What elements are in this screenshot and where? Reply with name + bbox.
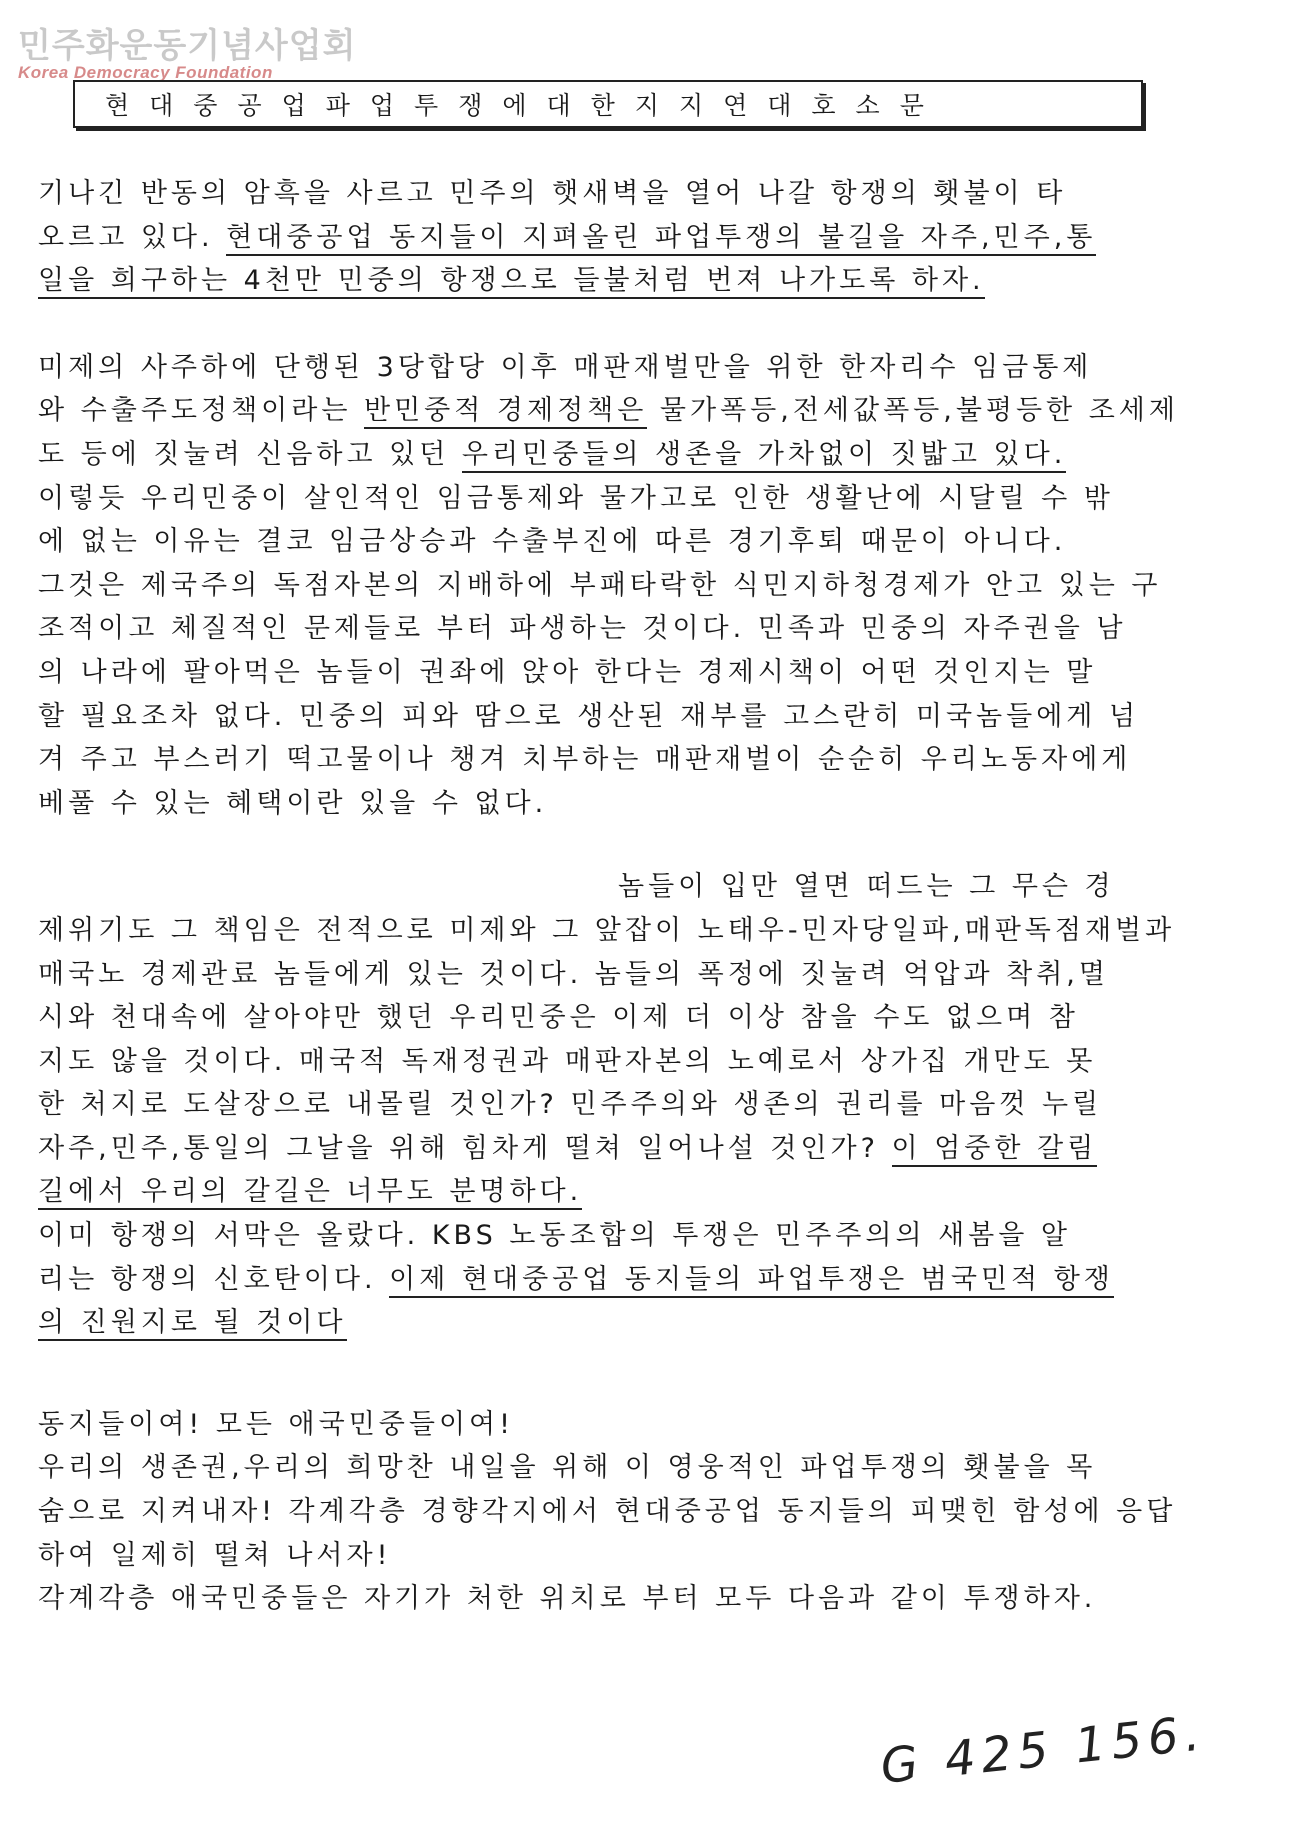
paragraph xyxy=(38,346,1218,826)
line-text: 오르고 있다. xyxy=(38,221,227,253)
text-line xyxy=(38,1214,1218,1258)
paragraph xyxy=(38,172,1218,303)
underlined-text: 이제 현대중공업 동지들의 파업투쟁은 범국민적 항쟁 xyxy=(389,1264,1114,1298)
text-line xyxy=(38,1403,1218,1447)
underlined-text: 일을 희구하는 4천만 민중의 항쟁으로 들불처럼 번져 나가도록 하자. xyxy=(38,265,985,299)
text-line xyxy=(38,172,1218,216)
line-text: 의 나라에 팔아먹은 놈들이 권좌에 앉아 한다는 경제시책이 어떤 것인지는 말 xyxy=(38,656,1097,688)
line-text: 도 등에 짓눌려 신음하고 있던 xyxy=(38,438,462,470)
line-text: 이렇듯 우리민중이 살인적인 임금통제와 물가고로 인한 생활난에 시달릴 수 밖 xyxy=(38,482,1114,514)
paragraph-gap xyxy=(38,303,1218,346)
text-line xyxy=(38,520,1218,564)
text-line xyxy=(38,607,1218,651)
text-line xyxy=(38,477,1218,521)
paragraph-gap xyxy=(38,1345,1218,1403)
document-body xyxy=(38,172,1218,1621)
line-text: 와 수출주도정책이라는 xyxy=(38,395,364,427)
text-line xyxy=(38,1301,1218,1345)
line-text: 이미 항쟁의 서막은 올랐다. KBS 노동조합의 투쟁은 민주주의의 새봄을 알 xyxy=(38,1220,1072,1252)
text-line xyxy=(38,1170,1218,1214)
text-line xyxy=(38,738,1218,782)
line-text: 우리의 생존권,우리의 희망찬 내일을 위해 이 영웅적인 파업투쟁의 횃불을 목 xyxy=(38,1452,1097,1484)
text-line xyxy=(38,216,1218,260)
text-line xyxy=(38,996,1218,1040)
paragraph xyxy=(38,1403,1218,1621)
line-text: 자주,민주,통일의 그날을 위해 힘차게 떨쳐 일어나설 것인가? xyxy=(38,1132,892,1164)
line-text: 에 없는 이유는 결코 임금상승과 수출부진에 따른 경기후퇴 때문이 아니다. xyxy=(38,526,1067,558)
paragraph-gap xyxy=(38,825,1218,865)
line-text: 동지들이여! 모든 애국민중들이여! xyxy=(38,1408,514,1440)
text-line xyxy=(38,1577,1218,1621)
line-text: 할 필요조차 없다. 민중의 피와 땀으로 생산된 재부를 고스란히 미국놈들에게 넘 xyxy=(38,700,1140,732)
underlined-text: 길에서 우리의 갈길은 너무도 분명하다. xyxy=(38,1176,582,1210)
line-text: 하여 일제히 떨쳐 나서자! xyxy=(38,1539,392,1571)
underlined-text: 현대중공업 동지들이 지펴올린 파업투쟁의 불길을 자주,민주,통 xyxy=(226,222,1096,256)
text-line xyxy=(38,782,1218,826)
text-line xyxy=(38,433,1218,477)
text-line xyxy=(38,953,1218,997)
line-text: 숨으로 지켜내자! 각계각층 경향각지에서 현대중공업 동지들의 피맺힌 함성에 응답 xyxy=(38,1496,1177,1528)
text-line xyxy=(38,259,1218,303)
document-title: 현대중공업파업투쟁에대한지지연대호소문 xyxy=(105,91,944,120)
underlined-text: 반민중적 경제정책은 xyxy=(364,395,647,429)
line-text: 미제의 사주하에 단행된 3당합당 이후 매판재벌만을 위한 한자리수 임금통제 xyxy=(38,351,1093,383)
text-line xyxy=(38,346,1218,390)
line-text: 매국노 경제관료 놈들에게 있는 것이다. 놈들의 폭정에 짓눌려 억압과 착취,멸 xyxy=(38,958,1109,990)
watermark xyxy=(18,18,356,83)
text-line xyxy=(38,695,1218,739)
line-text: 시와 천대속에 살아야만 했던 우리민중은 이제 더 이상 참을 수도 없으며 참 xyxy=(38,1002,1079,1034)
line-text: 리는 항쟁의 신호탄이다. xyxy=(38,1263,390,1295)
line-text: 한 처지로 도살장으로 내몰릴 것인가? 민주주의와 생존의 권리를 마음껏 누릴 xyxy=(38,1089,1103,1121)
line-text: 제위기도 그 책임은 전적으로 미제와 그 앞잡이 노태우-민자당일파,매판독점재벌과 xyxy=(38,914,1176,946)
text-line xyxy=(38,651,1218,695)
text-line xyxy=(38,1083,1218,1127)
underlined-text: 의 진원지로 될 것이다 xyxy=(38,1307,347,1341)
watermark-korean: 민주화운동기념사업회 xyxy=(18,26,357,66)
line-text: 베풀 수 있는 혜택이란 있을 수 없다. xyxy=(38,787,548,819)
text-line xyxy=(38,1490,1218,1534)
text-line xyxy=(38,1040,1218,1084)
line-text: 각계각층 애국민중들은 자기가 처한 위치로 부터 모두 다음과 같이 투쟁하자. xyxy=(38,1583,1097,1615)
text-line xyxy=(38,1534,1218,1578)
watermark-english: Korea Democracy Foundation xyxy=(18,63,273,82)
paragraph xyxy=(38,865,1218,1345)
text-line xyxy=(38,865,1218,909)
text-line xyxy=(38,389,1218,433)
title-box xyxy=(73,80,1143,128)
line-text: 물가폭등,전세값폭등,불평등한 조세제 xyxy=(647,395,1179,427)
text-line xyxy=(38,1446,1218,1490)
underlined-text: 우리민중들의 생존을 가차없이 짓밟고 있다. xyxy=(462,439,1066,473)
text-line xyxy=(38,1127,1218,1171)
line-text: 지도 않을 것이다. 매국적 독재정권과 매판자본의 노예로서 상가집 개만도 못 xyxy=(38,1045,1097,1077)
handwritten-archive-number: G 425 156. xyxy=(877,1705,1209,1795)
line-text: 놈들이 입만 열면 떠드는 그 무슨 경 xyxy=(618,871,1115,903)
line-text: 겨 주고 부스러기 떡고물이나 챙겨 치부하는 매판재벌이 순순히 우리노동자에게 xyxy=(38,744,1132,776)
text-line xyxy=(38,1258,1218,1302)
line-text: 조적이고 체질적인 문제들로 부터 파생하는 것이다. 민족과 민중의 자주권을 남 xyxy=(38,613,1127,645)
text-line xyxy=(38,909,1218,953)
text-line xyxy=(38,564,1218,608)
line-text: 기나긴 반동의 암흑을 사르고 민주의 햇새벽을 열어 나갈 항쟁의 횃불이 타 xyxy=(38,178,1067,209)
underlined-text: 이 엄중한 갈림 xyxy=(892,1133,1098,1167)
line-text: 그것은 제국주의 독점자본의 지배하에 부패타락한 식민지하청경제가 안고 있는 구 xyxy=(38,569,1162,601)
